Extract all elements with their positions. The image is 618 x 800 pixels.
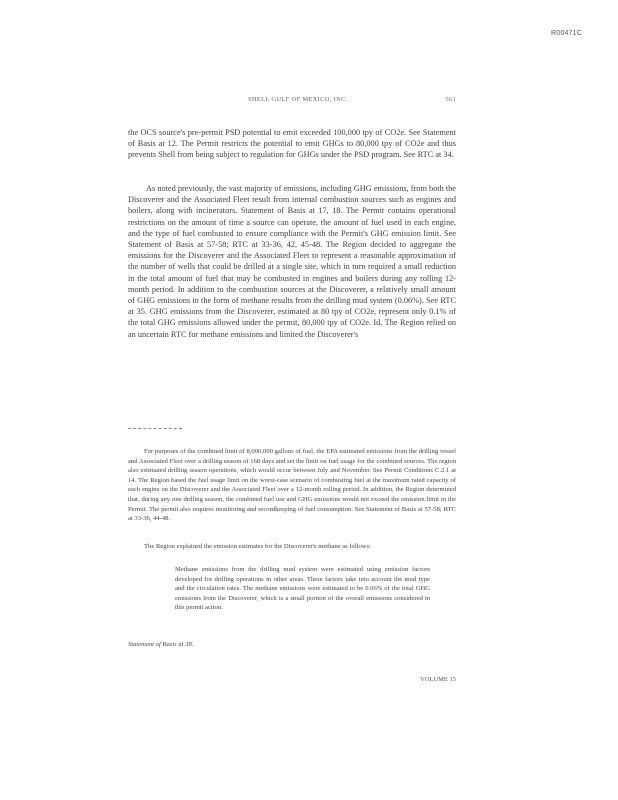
volume-label: VOLUME 15 (420, 676, 456, 683)
header-title: SHELL GULF OF MEXICO, INC. (248, 96, 348, 103)
document-stamp: R00471C (551, 30, 582, 37)
footnote-1: For purposes of the combined limit of 8,000,000 gallons of fuel, the EPA estimated emissions from the drilling vessel and Associated Fleet over a drilling season of 168 days and set the limit on fuel usage for the combined sources. The region also estimated drilling season operations, which would occur between July and November. See Permit Conditions C.2.1 at 14. The Region based the fuel usage limit on the worst-case scenario of combusting fuel at the maximum rated capacity of each engine on the Discoverer and the Associated Fleet over a 12-month rolling period. In addition, the Region determined that, during any one drilling season, the combined fuel use and GHG emissions would not exceed the emission limit in the Permit. The permit also requires monitoring and recordkeeping of fuel consumption. See Statement of Basis at 57-58; RTC at 33-36, 44-48. (128, 448, 456, 523)
body-paragraph-2: As noted previously, the vast majority of emissions, including GHG emissions, from both the Discoverer and the Associated Fleet result from internal combustion sources such as engines and boilers, along with incinerators. Statement of Basis at 17, 18. The Permit contains operational restrictions on the amount of time a source can operate, the amount of fuel used in each engine, and the type of fuel combusted to ensure compliance with the Permit's GHG emission limit. See Statement of Basis at 57-58; RTC at 33-36, 42, 45-48. The Region decided to aggregate the emissions for the Discoverer and the Associated Fleet to represent a reasonable approximation of the number of wells that could be drilled at a single site, which in turn required a small reduction in the total amount of fuel that may be combusted in engines and boilers during any rolling 12-month period. In addition to the combustion sources at the Discoverer, a relatively small amount of GHG emissions in the form of methane results from the drilling mud system (0.06%). See RTC at 35. GHG emissions from the Discoverer, estimated at 80 tpy of CO2e, represent only 0.1% of the total GHG emissions allowed under the permit, 80,000 tpy of CO2e. Id. The Region relied on an uncertain RTC for methane emissions and limited the Discoverer's (128, 184, 456, 339)
footnote-2-intro: The Region explained the emission estimates for the Discoverer's methane as follows: (144, 543, 371, 550)
footnote-divider (128, 428, 182, 429)
footnote-block-quote: Methane emissions from the drilling mud system were estimated using emission factors developed for drilling operations in other areas. These factors take into account the mud type and the circulation rates. The methane emissions were estimated to be 0.06% of the total GHG emissions from the Discoverer, which is a small portion of the overall emissions considered in this permit action. (175, 566, 430, 612)
page-number: 561 (445, 96, 456, 103)
body-paragraph-1: the OCS source's pre-permit PSD potential to emit exceeded 100,000 tpy of CO2e. See Statement of Basis at 12. The Permit restricts the potential to emit GHGs to 80,000 tpy of CO2e and thus prevents Shell from being subject to regulation for GHGs under the PSD program. See RTC at 34. (128, 128, 456, 160)
footnote-citation: Statement of Basis at 38. (128, 641, 194, 648)
